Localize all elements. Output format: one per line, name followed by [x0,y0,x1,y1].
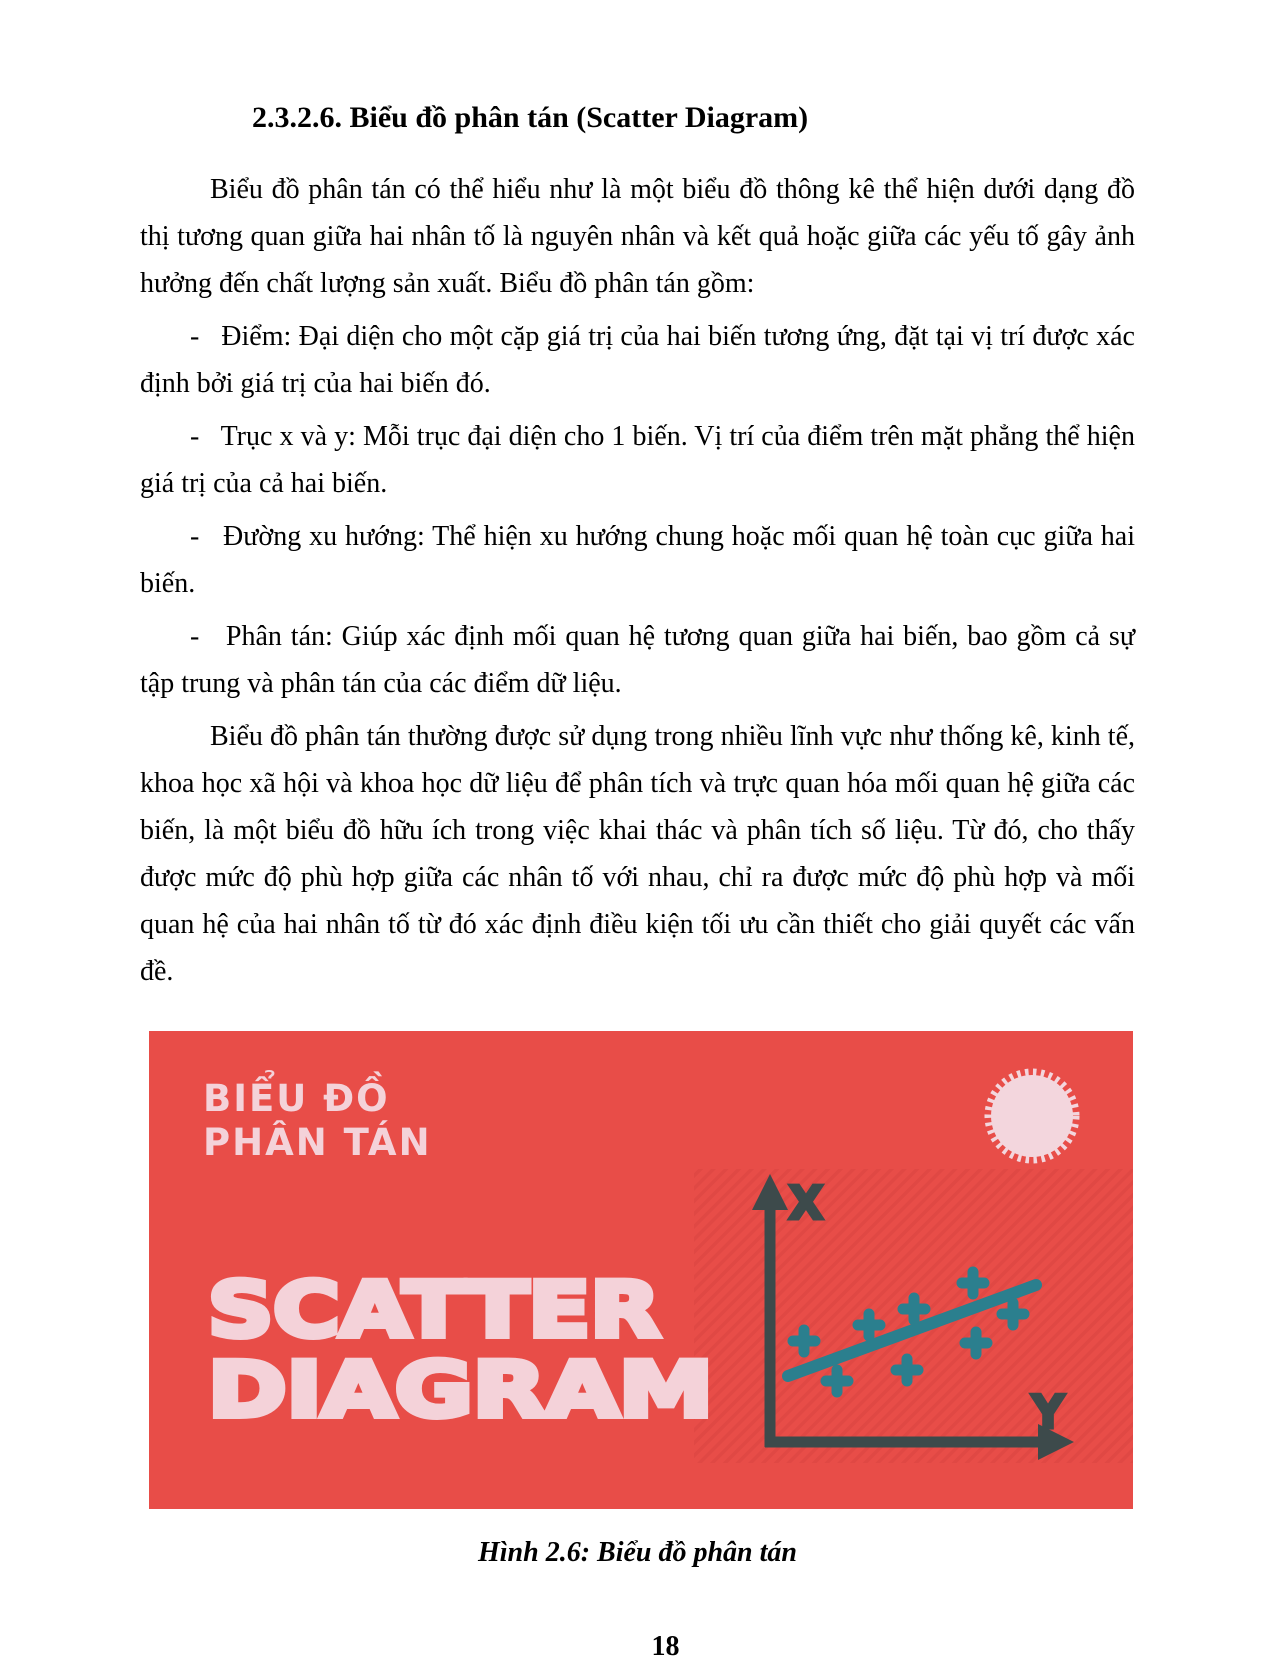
bullet-point: - Điểm: Đại diện cho một cặp giá trị của hai biến tương ứng, đặt tại vị trí được xác định bởi giá trị của hai biến đó. [140,321,1135,399]
bullet-axes: - Trục x và y: Mỗi trục đại diện cho 1 biến. Vị trí của điểm trên mặt phẳng thể hiện giá trị của cả hai biến. [140,421,1135,499]
bullet-dispersion: - Phân tán: Giúp xác định mối quan hệ tương quan giữa hai biến, bao gồm cả sự tập trung và phân tán của các điểm dữ liệu. [140,621,1135,699]
banner-title-line2: DIAGRAM [208,1345,713,1434]
figure-image [149,1031,1133,1509]
figure-caption: Hình 2.6: Biểu đồ phân tán [478,1537,797,1568]
page-number: 18 [651,1631,680,1662]
axis-label-x: X [788,1176,824,1230]
banner-kicker-line2: PHÂN TÁN [203,1121,432,1164]
intro-paragraph: Biểu đồ phân tán có thể hiểu như là một biểu đồ thông kê thể hiện dưới dạng đồ thị tương quan giữa hai nhân tố là nguyên nhân và kết quả hoặc giữa các yếu tố gây ảnh hưởng đến chất lượng sản xuất. Biểu đồ phân tán gồm: [140,174,1135,299]
scatter-banner-figure [149,1031,1133,1509]
bullet-trendline: - Đường xu hướng: Thể hiện xu hướng chung hoặc mối quan hệ toàn cục giữa hai biến. [140,521,1135,599]
usage-paragraph: Biểu đồ phân tán thường được sử dụng trong nhiều lĩnh vực như thống kê, kinh tế, khoa học xã hội và khoa học dữ liệu để phân tích và trực quan hóa mối quan hệ giữa các biến, là một biểu đồ hữu ích trong việc khai thác và phân tích số liệu. Từ đó, cho thấy được mức độ phù hợp giữa các nhân tố với nhau, chỉ ra được mức độ phù hợp và mối quan hệ của hai nhân tố từ đó xác định điều kiện tối ưu cần thiết cho giải quyết các vấn đề. [140,721,1135,987]
axis-label-y: Y [1031,1385,1065,1439]
banner-kicker-line1: BIỂU ĐỒ [203,1077,390,1120]
banner-title-line1: SCATTER [208,1265,660,1354]
section-heading: 2.3.2.6. Biểu đồ phân tán (Scatter Diagram) [252,101,809,134]
